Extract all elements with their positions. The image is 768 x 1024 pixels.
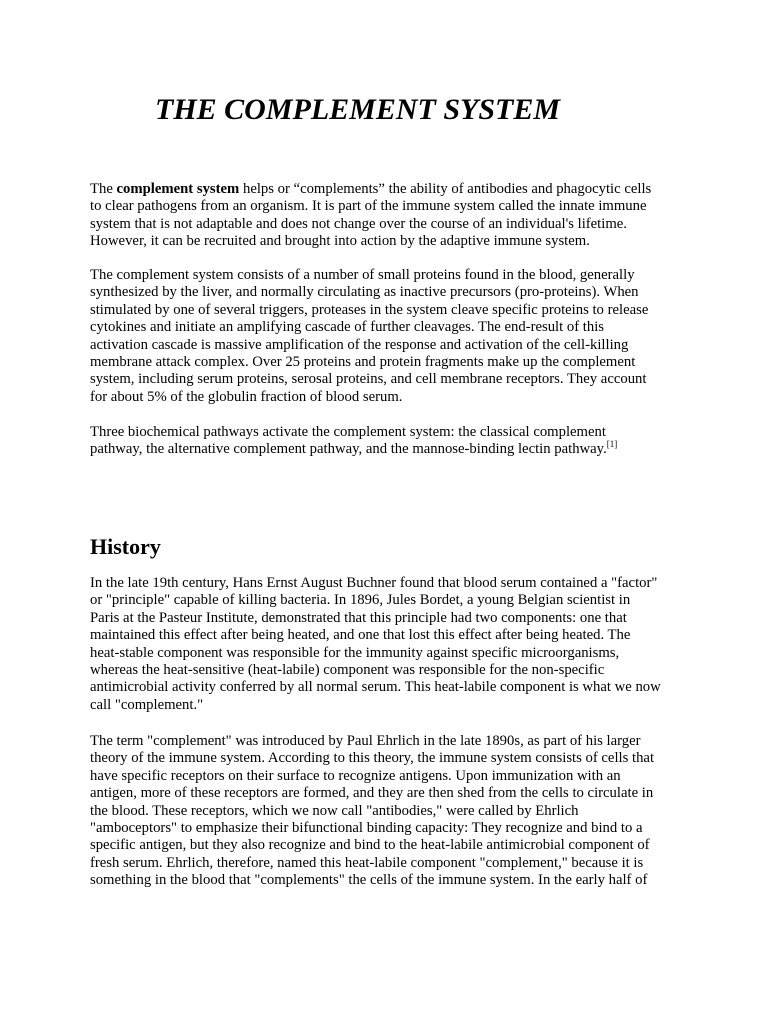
intro-paragraph [90, 181, 651, 251]
history-line: The term "complement" was introduced by Paul Ehrlich in the late 1890s, as part of his larger [90, 733, 641, 749]
composition-line: synthesized by the liver, and normally circulating as inactive precursors (pro-proteins). When [90, 284, 639, 301]
composition-line: for about 5% of the globulin fraction of blood serum. [90, 388, 403, 405]
history-line: heat-stable component was responsible for the immunity against specific microorganisms, [90, 644, 620, 661]
history-paragraph-1 [90, 575, 661, 714]
intro-line [90, 181, 651, 198]
history-line: have specific receptors on their surface to recognize antigens. Upon immunization with an [90, 767, 621, 784]
pathways-line [90, 441, 617, 458]
intro-line: to clear pathogens from an organism. It is part of the immune system called the innate immune [90, 198, 647, 215]
intro-line: system that is not adaptable and does not change over the course of an individual's lifetime. [90, 215, 627, 232]
document-title: THE COMPLEMENT SYSTEM [155, 93, 561, 126]
history-line: In the late 19th century, Hans Ernst August Buchner found that blood serum contained a "factor" [90, 575, 658, 591]
intro-lead: The [90, 181, 117, 197]
history-line: "amboceptors" to emphasize their bifunctional binding capacity: They recognize and bind to a [90, 820, 643, 837]
history-line: whereas the heat-sensitive (heat-labile) component was responsible for the non-specific [90, 662, 605, 679]
history-line: Paris at the Pasteur Institute, demonstrated that this principle had two components: one that [90, 609, 627, 626]
history-line: specific antigen, but they also recognize and bind to the heat-labile antimicrobial component of [90, 837, 650, 854]
history-line: something in the blood that "complements" the cells of the immune system. In the early half of [90, 872, 648, 889]
composition-line: system, including serum proteins, serosal proteins, and cell membrane receptors. They account [90, 371, 647, 388]
composition-paragraph [90, 267, 648, 406]
pathways-paragraph [90, 424, 617, 459]
history-line: antigen, more of these receptors are formed, and they are then shed from the cells to circulate in [90, 785, 654, 802]
composition-line: cytokines and initiate an amplifying cascade of further cleavages. The end-result of this [90, 319, 605, 336]
history-line: or "principle" capable of killing bacteria. In 1896, Jules Bordet, a young Belgian scientist in [90, 592, 631, 609]
pathways-line-text: pathway, the alternative complement pathway, and the mannose-binding lectin pathway. [90, 441, 607, 458]
history-paragraph-2 [90, 733, 654, 890]
history-line: the blood. These receptors, which we now call "antibodies," were called by Ehrlich [90, 802, 579, 819]
history-line: maintained this effect after being heated, and one that lost this effect after being heated. The [90, 627, 631, 644]
pathways-line: Three biochemical pathways activate the complement system: the classical complement [90, 424, 606, 440]
history-line: fresh serum. Ehrlich, therefore, named this heat-labile component "complement," because it is [90, 854, 644, 871]
complement-system-term: complement system [116, 181, 240, 197]
reference-link[interactable]: [1] [606, 439, 618, 450]
history-line: call "complement." [90, 696, 204, 713]
composition-line: activation cascade is massive amplification of the response and activation of the cell-killing [90, 336, 629, 353]
composition-line: The complement system consists of a number of small proteins found in the blood, generally [90, 267, 635, 283]
history-line: antimicrobial activity conferred by all normal serum. This heat-labile component is what we now [90, 679, 661, 696]
history-heading: History [90, 534, 161, 559]
composition-line: stimulated by one of several triggers, proteases in the system cleave specific proteins to release [90, 301, 649, 318]
history-line: theory of the immune system. According to this theory, the immune system consists of cells that [90, 750, 655, 767]
composition-line: membrane attack complex. Over 25 proteins and protein fragments make up the complement [90, 354, 636, 371]
intro-line1-rest: helps or “complements” the ability of antibodies and phagocytic cells [239, 181, 652, 197]
intro-line: However, it can be recruited and brought into action by the adaptive immune system. [90, 233, 590, 250]
